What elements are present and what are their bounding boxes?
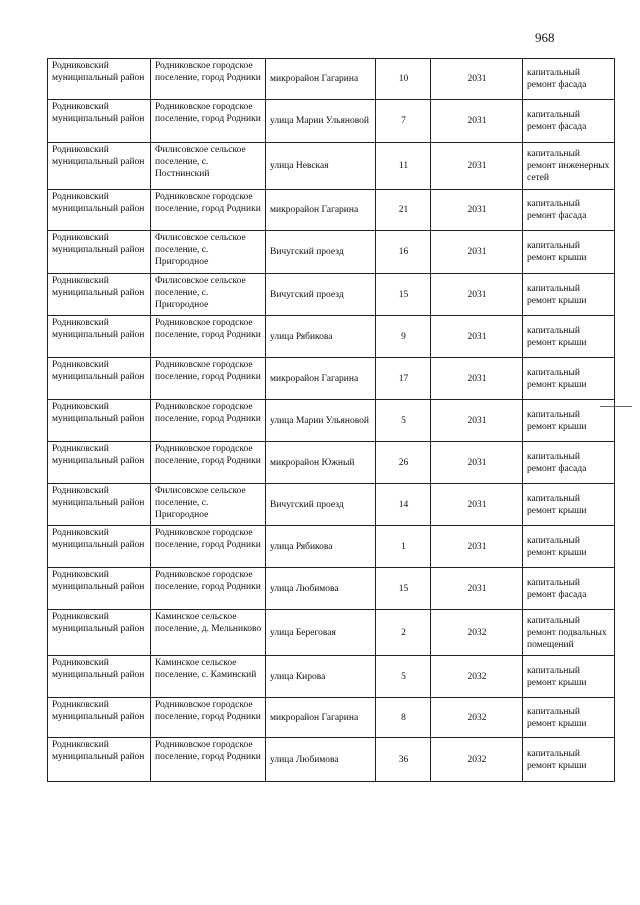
- table-row: [48, 59, 615, 100]
- table-row: [48, 316, 615, 358]
- year-cell: 2031: [431, 59, 523, 100]
- street-cell: улица Любимова: [266, 738, 376, 782]
- work-type-cell: капитальный ремонт крыши: [523, 698, 615, 738]
- year-cell: 2032: [431, 738, 523, 782]
- table-row: [48, 358, 615, 400]
- settlement-cell: Родниковское городское поселение, город Родники: [151, 526, 266, 568]
- house-number-cell: 26: [376, 442, 431, 484]
- year-cell: 2031: [431, 100, 523, 143]
- settlement-cell: Родниковское городское поселение, город Родники: [151, 100, 266, 143]
- settlement-cell: Родниковское городское поселение, город Родники: [151, 358, 266, 400]
- settlement-cell: Филисовское сельское поселение, с. Постнинский: [151, 143, 266, 190]
- district-cell: Родниковский муниципальный район: [48, 274, 151, 316]
- street-cell: микрорайон Гагарина: [266, 698, 376, 738]
- settlement-cell: Родниковское городское поселение, город Родники: [151, 316, 266, 358]
- table-row: [48, 526, 615, 568]
- table-row: [48, 484, 615, 526]
- district-cell: Родниковский муниципальный район: [48, 358, 151, 400]
- house-number-cell: 16: [376, 231, 431, 274]
- table-row: [48, 738, 615, 782]
- year-cell: 2031: [431, 400, 523, 442]
- house-number-cell: 11: [376, 143, 431, 190]
- district-cell: Родниковский муниципальный район: [48, 610, 151, 656]
- district-cell: Родниковский муниципальный район: [48, 143, 151, 190]
- year-cell: 2031: [431, 484, 523, 526]
- settlement-cell: Родниковское городское поселение, город Родники: [151, 190, 266, 231]
- street-cell: улица Невская: [266, 143, 376, 190]
- year-cell: 2031: [431, 568, 523, 610]
- scan-margin-mark: [600, 406, 632, 407]
- year-cell: 2032: [431, 610, 523, 656]
- house-number-cell: 15: [376, 274, 431, 316]
- table-row: [48, 190, 615, 231]
- house-number-cell: 21: [376, 190, 431, 231]
- house-number-cell: 2: [376, 610, 431, 656]
- street-cell: Вичугский проезд: [266, 484, 376, 526]
- district-cell: Родниковский муниципальный район: [48, 231, 151, 274]
- year-cell: 2031: [431, 190, 523, 231]
- work-type-cell: капитальный ремонт крыши: [523, 656, 615, 698]
- work-type-cell: капитальный ремонт крыши: [523, 400, 615, 442]
- settlement-cell: Родниковское городское поселение, город Родники: [151, 59, 266, 100]
- year-cell: 2031: [431, 526, 523, 568]
- street-cell: микрорайон Южный: [266, 442, 376, 484]
- street-cell: микрорайон Гагарина: [266, 59, 376, 100]
- work-type-cell: капитальный ремонт фасада: [523, 59, 615, 100]
- table-body: [48, 59, 615, 782]
- settlement-cell: Родниковское городское поселение, город Родники: [151, 698, 266, 738]
- street-cell: улица Любимова: [266, 568, 376, 610]
- street-cell: улица Рябикова: [266, 526, 376, 568]
- settlement-cell: Каминское сельское поселение, д. Мельниково: [151, 610, 266, 656]
- district-cell: Родниковский муниципальный район: [48, 738, 151, 782]
- table-row: [48, 100, 615, 143]
- district-cell: Родниковский муниципальный район: [48, 100, 151, 143]
- settlement-cell: Родниковское городское поселение, город Родники: [151, 400, 266, 442]
- house-number-cell: 14: [376, 484, 431, 526]
- house-number-cell: 5: [376, 656, 431, 698]
- house-number-cell: 15: [376, 568, 431, 610]
- settlement-cell: Филисовское сельское поселение, с. Пригородное: [151, 484, 266, 526]
- house-number-cell: 1: [376, 526, 431, 568]
- settlement-cell: Родниковское городское поселение, город Родники: [151, 568, 266, 610]
- year-cell: 2031: [431, 274, 523, 316]
- street-cell: Вичугский проезд: [266, 274, 376, 316]
- work-type-cell: капитальный ремонт фасада: [523, 100, 615, 143]
- house-number-cell: 36: [376, 738, 431, 782]
- district-cell: Родниковский муниципальный район: [48, 190, 151, 231]
- district-cell: Родниковский муниципальный район: [48, 59, 151, 100]
- street-cell: улица Рябикова: [266, 316, 376, 358]
- table-row: [48, 231, 615, 274]
- year-cell: 2031: [431, 442, 523, 484]
- work-type-cell: капитальный ремонт крыши: [523, 526, 615, 568]
- table-row: [48, 143, 615, 190]
- district-cell: Родниковский муниципальный район: [48, 656, 151, 698]
- street-cell: улица Марии Ульяновой: [266, 100, 376, 143]
- work-type-cell: капитальный ремонт подвальных помещений: [523, 610, 615, 656]
- table-row: [48, 568, 615, 610]
- repair-schedule-table: [47, 58, 615, 782]
- district-cell: Родниковский муниципальный район: [48, 568, 151, 610]
- table-row: [48, 400, 615, 442]
- street-cell: улица Кирова: [266, 656, 376, 698]
- work-type-cell: капитальный ремонт инженерных сетей: [523, 143, 615, 190]
- district-cell: Родниковский муниципальный район: [48, 698, 151, 738]
- work-type-cell: капитальный ремонт крыши: [523, 358, 615, 400]
- district-cell: Родниковский муниципальный район: [48, 442, 151, 484]
- district-cell: Родниковский муниципальный район: [48, 316, 151, 358]
- settlement-cell: Филисовское сельское поселение, с. Пригородное: [151, 231, 266, 274]
- work-type-cell: капитальный ремонт крыши: [523, 738, 615, 782]
- table-row: [48, 698, 615, 738]
- work-type-cell: капитальный ремонт фасада: [523, 190, 615, 231]
- house-number-cell: 5: [376, 400, 431, 442]
- settlement-cell: Родниковское городское поселение, город Родники: [151, 442, 266, 484]
- street-cell: улица Марии Ульяновой: [266, 400, 376, 442]
- table-row: [48, 656, 615, 698]
- settlement-cell: Родниковское городское поселение, город Родники: [151, 738, 266, 782]
- street-cell: улица Береговая: [266, 610, 376, 656]
- district-cell: Родниковский муниципальный район: [48, 526, 151, 568]
- work-type-cell: капитальный ремонт фасада: [523, 568, 615, 610]
- house-number-cell: 10: [376, 59, 431, 100]
- house-number-cell: 9: [376, 316, 431, 358]
- year-cell: 2031: [431, 316, 523, 358]
- house-number-cell: 8: [376, 698, 431, 738]
- street-cell: Вичугский проезд: [266, 231, 376, 274]
- year-cell: 2031: [431, 358, 523, 400]
- table-row: [48, 610, 615, 656]
- table-row: [48, 274, 615, 316]
- district-cell: Родниковский муниципальный район: [48, 484, 151, 526]
- year-cell: 2032: [431, 656, 523, 698]
- page-number: 968: [535, 30, 555, 45]
- house-number-cell: 17: [376, 358, 431, 400]
- year-cell: 2031: [431, 143, 523, 190]
- street-cell: микрорайон Гагарина: [266, 190, 376, 231]
- settlement-cell: Филисовское сельское поселение, с. Пригородное: [151, 274, 266, 316]
- work-type-cell: капитальный ремонт крыши: [523, 274, 615, 316]
- work-type-cell: капитальный ремонт крыши: [523, 484, 615, 526]
- house-number-cell: 7: [376, 100, 431, 143]
- street-cell: микрорайон Гагарина: [266, 358, 376, 400]
- settlement-cell: Каминское сельское поселение, с. Каминский: [151, 656, 266, 698]
- work-type-cell: капитальный ремонт крыши: [523, 316, 615, 358]
- work-type-cell: капитальный ремонт крыши: [523, 231, 615, 274]
- work-type-cell: капитальный ремонт фасада: [523, 442, 615, 484]
- district-cell: Родниковский муниципальный район: [48, 400, 151, 442]
- table-row: [48, 442, 615, 484]
- year-cell: 2031: [431, 231, 523, 274]
- year-cell: 2032: [431, 698, 523, 738]
